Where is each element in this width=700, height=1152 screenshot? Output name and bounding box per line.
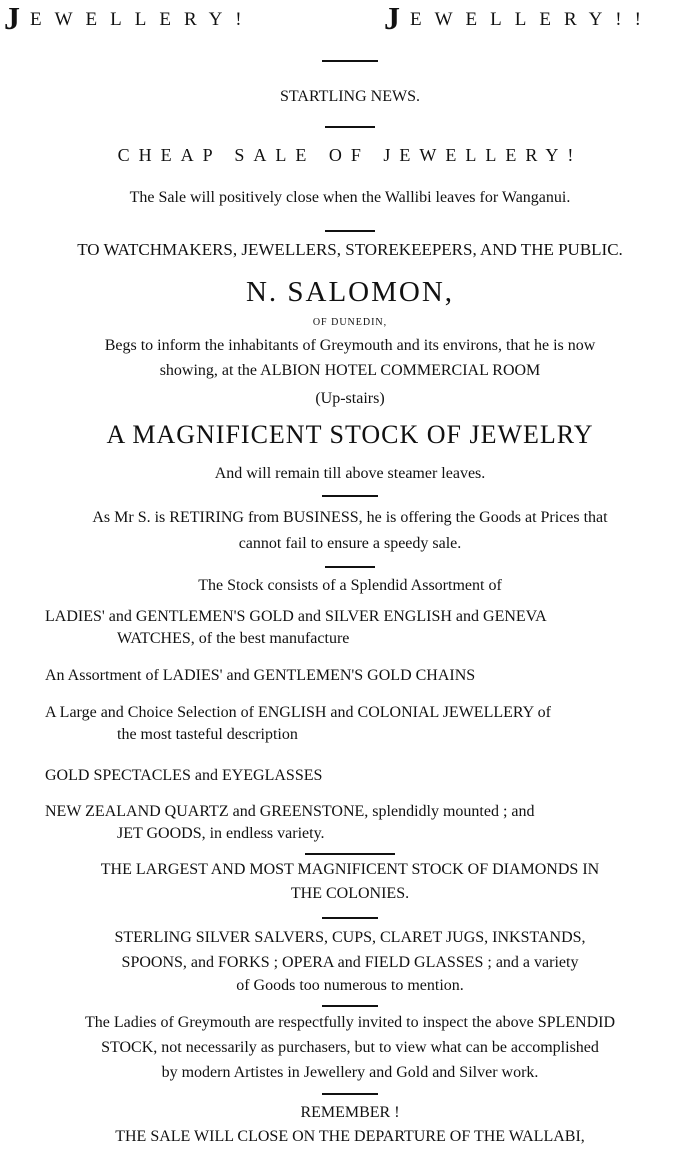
retiring-line-2: cannot fail to ensure a speedy sale. bbox=[238, 535, 462, 552]
divider bbox=[0, 566, 700, 568]
sterling-line-2: SPOONS, and FORKS ; OPERA and FIELD GLASSES ; and a variety bbox=[121, 954, 579, 971]
merchant-origin: OF DUNEDIN, bbox=[312, 317, 388, 328]
stock-item-watches: LADIES' and GENTLEMEN'S GOLD and SILVER ENGLISH and GENEVA WATCHES, of the best manufacture bbox=[45, 608, 547, 647]
divider bbox=[0, 126, 700, 128]
header-left-rest: EWELLERY! bbox=[30, 9, 255, 30]
header-right bbox=[384, 0, 654, 40]
stock-item-jewellery: A Large and Choice Selection of ENGLISH and COLONIAL JEWELLERY of the most tasteful description bbox=[45, 704, 551, 743]
largest-line-1: THE LARGEST AND MOST MAGNIFICENT STOCK OF DIAMONDS IN bbox=[100, 861, 600, 878]
stock-intro: The Stock consists of a Splendid Assortment of bbox=[198, 577, 502, 594]
ladies-line-3: by modern Artistes in Jewellery and Gold and Silver work. bbox=[161, 1064, 539, 1081]
retiring-line-1: As Mr S. is RETIRING from BUSINESS, he is offering the Goods at Prices that bbox=[92, 509, 608, 526]
cheap-sale-heading: CHEAP SALE OF JEWELLERY! bbox=[117, 145, 583, 165]
startling-news: STARTLING NEWS. bbox=[280, 88, 420, 105]
sale-close-notice: The Sale will positively close when the Wallibi leaves for Wanganui. bbox=[129, 189, 571, 206]
merchant-name: N. SALOMON, bbox=[245, 276, 455, 308]
stock-item-quartz: NEW ZEALAND QUARTZ and GREENSTONE, splendidly mounted ; and JET GOODS, in endless variety. bbox=[45, 803, 535, 842]
stock-item-chains: An Assortment of LADIES' and GENTLEMEN'S GOLD CHAINS bbox=[45, 667, 476, 684]
sterling-line-1: STERLING SILVER SALVERS, CUPS, CLARET JUGS, INKSTANDS, bbox=[114, 929, 586, 946]
header-left-initial: J bbox=[4, 0, 20, 36]
ladies-line-1: The Ladies of Greymouth are respectfully invited to inspect the above SPLENDID bbox=[84, 1014, 616, 1031]
sterling-line-3: of Goods too numerous to mention. bbox=[236, 977, 464, 994]
divider bbox=[0, 1005, 700, 1007]
begs-line-3: (Up-stairs) bbox=[315, 390, 385, 407]
begs-line-2: showing, at the ALBION HOTEL COMMERCIAL ROOM bbox=[159, 362, 541, 379]
divider bbox=[0, 917, 700, 919]
final-notice: THE SALE WILL CLOSE ON THE DEPARTURE OF THE WALLABI, bbox=[115, 1128, 585, 1145]
header-right-initial: J bbox=[384, 0, 400, 36]
header-left bbox=[4, 0, 255, 40]
divider bbox=[0, 230, 700, 232]
ladies-line-2: STOCK, not necessarily as purchasers, but to view what can be accomplished bbox=[101, 1039, 599, 1056]
largest-line-2: THE COLONIES. bbox=[290, 885, 410, 902]
divider bbox=[0, 1093, 700, 1095]
stock-item-spectacles: GOLD SPECTACLES and EYEGLASSES bbox=[45, 767, 323, 784]
divider bbox=[0, 60, 700, 62]
remember-heading: REMEMBER ! bbox=[300, 1104, 400, 1121]
begs-line-1: Begs to inform the inhabitants of Greymouth and its environs, that he is now bbox=[104, 337, 596, 354]
divider bbox=[0, 853, 700, 855]
header-right-rest: EWELLERY!! bbox=[410, 9, 654, 30]
divider bbox=[0, 495, 700, 497]
magnificent-stock-heading: A MAGNIFICENT STOCK OF JEWELRY bbox=[106, 420, 594, 449]
remain-notice: And will remain till above steamer leaves. bbox=[214, 465, 486, 482]
to-audience-line: TO WATCHMAKERS, JEWELLERS, STOREKEEPERS, AND THE PUBLIC. bbox=[77, 240, 623, 259]
